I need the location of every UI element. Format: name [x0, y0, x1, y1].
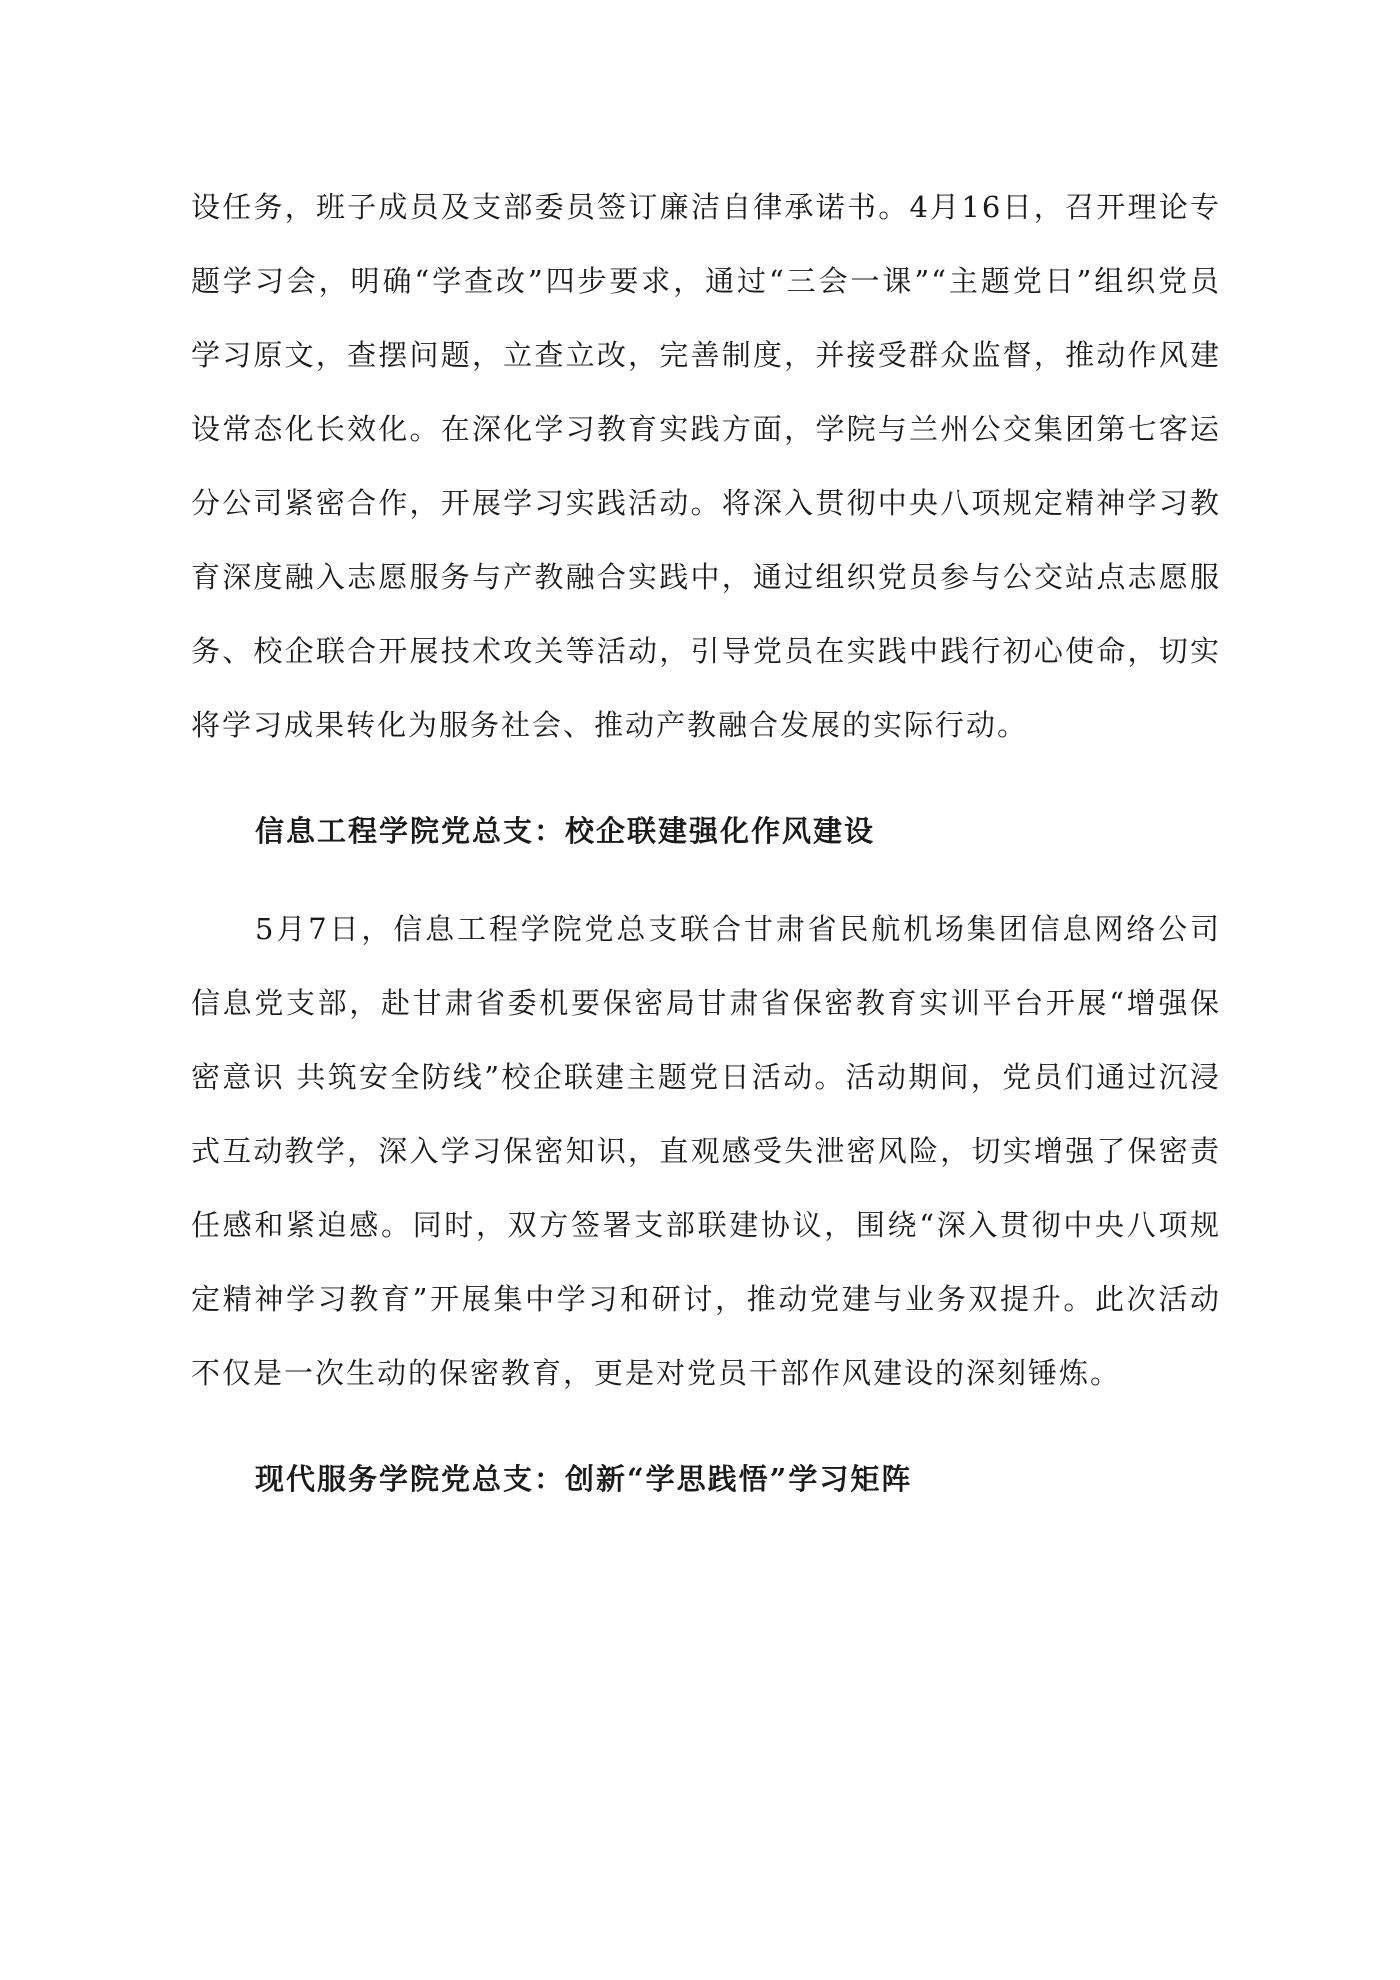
paragraph-continuation: 设任务，班子成员及支部委员签订廉洁自律承诺书。4月16日，召开理论专题学习会，明确“学查改”四步要求，通过“三会一课”“主题党日”组织党员学习原文，查摆问题，立查立改，完善制度，并接受群众监督，推动作风建设常态化长效化。在深化学习教育实践方面，学院与兰州公交集团第七客运分公司紧密合作，开展学习实践活动。将深入贯彻中央八项规定精神学习教育深度融入志愿服务与产教融合实践中，通过组织党员参与公交站点志愿服务、校企联合开展技术攻关等活动，引导党员在实践中践行初心使命，切实将学习成果转化为服务社会、推动产教融合发展的实际行动。 — [191, 190, 1221, 742]
paragraph-information-engineering: 5月7日，信息工程学院党总支联合甘肃省民航机场集团信息网络公司信息党支部，赴甘肃省委机要保密局甘肃省保密教育实训平台开展“增强保密意识 共筑安全防线”校企联建主题党日活动。活动期间，党员们通过沉浸式互动教学，深入学习保密知识，直观感受失泄密风险，切实增强了保密责任感和紧迫感。同时，双方签署支部联建协议，围绕“深入贯彻中央八项规定精神学习教育”开展集中学习和研讨，推动党建与业务双提升。此次活动不仅是一次生动的保密教育，更是对党员干部作风建设的深刻锤炼。 — [191, 912, 1221, 1390]
paragraph-spacer — [191, 762, 1221, 794]
section-heading-modern-service: 现代服务学院党总支：创新“学思践悟”学习矩阵 — [255, 1462, 913, 1496]
section-heading-information-engineering: 信息工程学院党总支：校企联建强化作风建设 — [255, 814, 876, 848]
paragraph-spacer — [191, 1410, 1221, 1442]
heading-spacer — [191, 868, 1221, 892]
document-body — [191, 170, 1221, 1516]
